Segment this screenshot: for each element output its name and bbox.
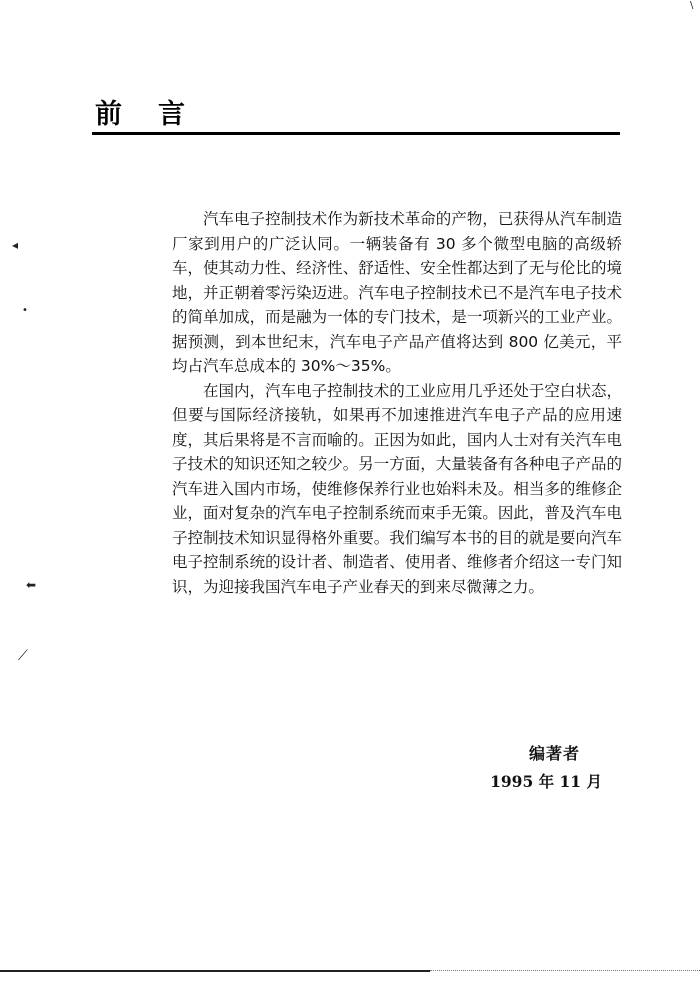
heading-rule <box>92 132 620 135</box>
margin-mark-icon: ◂ <box>12 238 19 252</box>
footer-rule <box>0 970 430 972</box>
paragraph-2: 在国内，汽车电子控制技术的工业应用几乎还处于空白状态，但要与国际经济接轨，如果再不加速推进汽车电子产品的应用速度，其后果将是不言而喻的。正因为如此，国内人士对有关汽车电子技术的知识还知之较少。另一方面，大量装备有各种电子产品的汽车进入国内市场，使维修保养行业也始料未及。相当多的维修企业，面对复杂的汽车电子控制系统而束手无策。因此，普及汽车电子控制技术知识显得格外重要。我们编写本书的目的就是要向汽车电子控制系统的设计者、制造者、使用者、维修者介绍这一专门知识，为迎接我国汽车电子产业春天的到来尽微薄之力。 <box>172 381 622 596</box>
author-signature: 编著者 <box>528 744 580 763</box>
margin-mark-icon: • <box>22 305 28 316</box>
preface-heading: 前言 <box>95 99 221 130</box>
footer-rule-dotted <box>430 970 700 972</box>
paragraph-1: 汽车电子控制技术作为新技术革命的产物，已获得从汽车制造厂家到用户的广泛认同。一辆装备有 30 多个微型电脑的高级轿车，使其动力性、经济性、舒适性、安全性都达到了无与伦比的境地，并正朝着零污染迈进。汽车电子控制技术已不是汽车电子技术的简单加成，而是融为一体的专门技术，是一项新兴的工业产业。据预测，到本世纪末，汽车电子产品产值将达到 800 亿美元，平均占汽车总成本的 30%～35%。 <box>172 210 622 375</box>
preface-date: 1995 年 11 月 <box>490 772 602 791</box>
preface-body <box>172 207 622 599</box>
margin-mark-icon: ⟋ <box>18 648 28 664</box>
margin-mark-icon: ⬅ <box>26 578 37 592</box>
corner-mark-icon: \ <box>690 0 694 11</box>
